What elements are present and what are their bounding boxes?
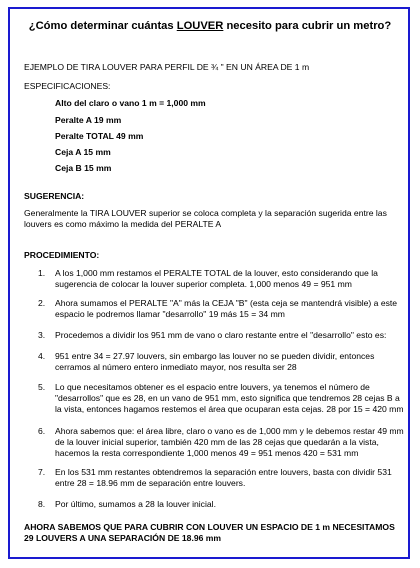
procedure-step: [38, 426, 406, 460]
procedure-step: [38, 268, 406, 290]
procedure-step: [38, 330, 406, 341]
step-text: Por último, sumamos a 28 la louver inicial.: [55, 499, 216, 509]
spec-item-ceja-b: Ceja B 15 mm: [55, 163, 112, 173]
step-text: Procedemos a dividir los 951 mm de vano o claro restante entre el "desarrollo" esto es:: [55, 330, 387, 340]
step-number: 5.: [38, 382, 46, 392]
step-text: A los 1,000 mm restamos el PERALTE TOTAL de la louver, esto considerando que la sugerencia de colocar la louver superior completa. 1,000 menos 49 = 951 mm: [55, 268, 378, 290]
spec-item-peralte-total: Peralte TOTAL 49 mm: [55, 131, 144, 141]
spec-item-peralte-a: Peralte A 19 mm: [55, 115, 122, 125]
specs-heading: ESPECIFICACIONES:: [24, 81, 111, 91]
step-number: 4.: [38, 351, 46, 361]
step-number: 2.: [38, 298, 46, 308]
title-before: ¿Cómo determinar cuántas: [28, 20, 177, 32]
conclusion-text: AHORA SABEMOS QUE PARA CUBRIR CON LOUVER UN ESPACIO DE 1 m NECESITAMOS 29 LOUVERS A UNA SEPARACIÓN DE 18.96 mm: [24, 522, 395, 544]
step-text: Ahora sumamos el PERALTE "A" más la CEJA "B" (esta ceja se mantendrá visible) a este espacio le podremos llamar "desarrollo" 19 más 15 = 34 mm: [55, 298, 398, 320]
step-number: 6.: [38, 426, 46, 436]
step-text: Lo que necesitamos obtener es el espacio entre louvers, ya tenemos el número de "desarrollos" que es 28, en un vano de 951 mm, esto significa que tendremos 28 cejas B a la vista, entonces hagamos restemos el área que ocuparan esta cejas. 28 por 15 = 420 mm: [55, 382, 404, 415]
procedure-heading: PROCEDIMIENTO:: [24, 250, 100, 260]
suggestion-heading: SUGERENCIA:: [24, 191, 85, 201]
example-line: EJEMPLO DE TIRA LOUVER PARA PERFIL DE ¾ " EN UN ÁREA DE 1 m: [24, 62, 310, 72]
procedure-step: [38, 351, 406, 373]
procedure-step: [38, 298, 406, 320]
title-after: necesito para cubrir un metro?: [223, 20, 392, 32]
step-number: 3.: [38, 330, 46, 340]
title-underlined: LOUVER: [176, 20, 224, 32]
procedure-step: [38, 467, 406, 489]
step-number: 1.: [38, 268, 46, 278]
step-text: Ahora sabemos que: el área libre, claro o vano es de 1,000 mm y le debemos restar 49 mm de la louver inicial superior, también 420 mm de las 28 cejas que quedarán a la vista, hacemos la resta correspondiente 1,000 menos 49 = 951 menos 420 = 531 mm: [55, 426, 404, 459]
step-text: 951 entre 34 = 27.97 louvers, sin embargo las louver no se pueden dividir, entonces cerramos al número entero inmediato mayor, nos resulta ser 28: [55, 351, 375, 373]
spec-item-height: Alto del claro o vano 1 m = 1,000 mm: [55, 98, 206, 108]
procedure-step: [38, 382, 406, 416]
procedure-step: [38, 499, 406, 510]
suggestion-text: Generalmente la TIRA LOUVER superior se coloca completa y la separación sugerida entre las louvers es como máximo la medida del PERALTE A: [24, 208, 387, 230]
page-title: [0, 20, 420, 32]
step-text: En los 531 mm restantes obtendremos la separación entre louvers, basta con dividir 531 entre 28 = 18.96 mm de separación entre louvers.: [55, 467, 392, 489]
step-number: 7.: [38, 467, 46, 477]
spec-item-ceja-a: Ceja A 15 mm: [55, 147, 111, 157]
step-number: 8.: [38, 499, 46, 509]
